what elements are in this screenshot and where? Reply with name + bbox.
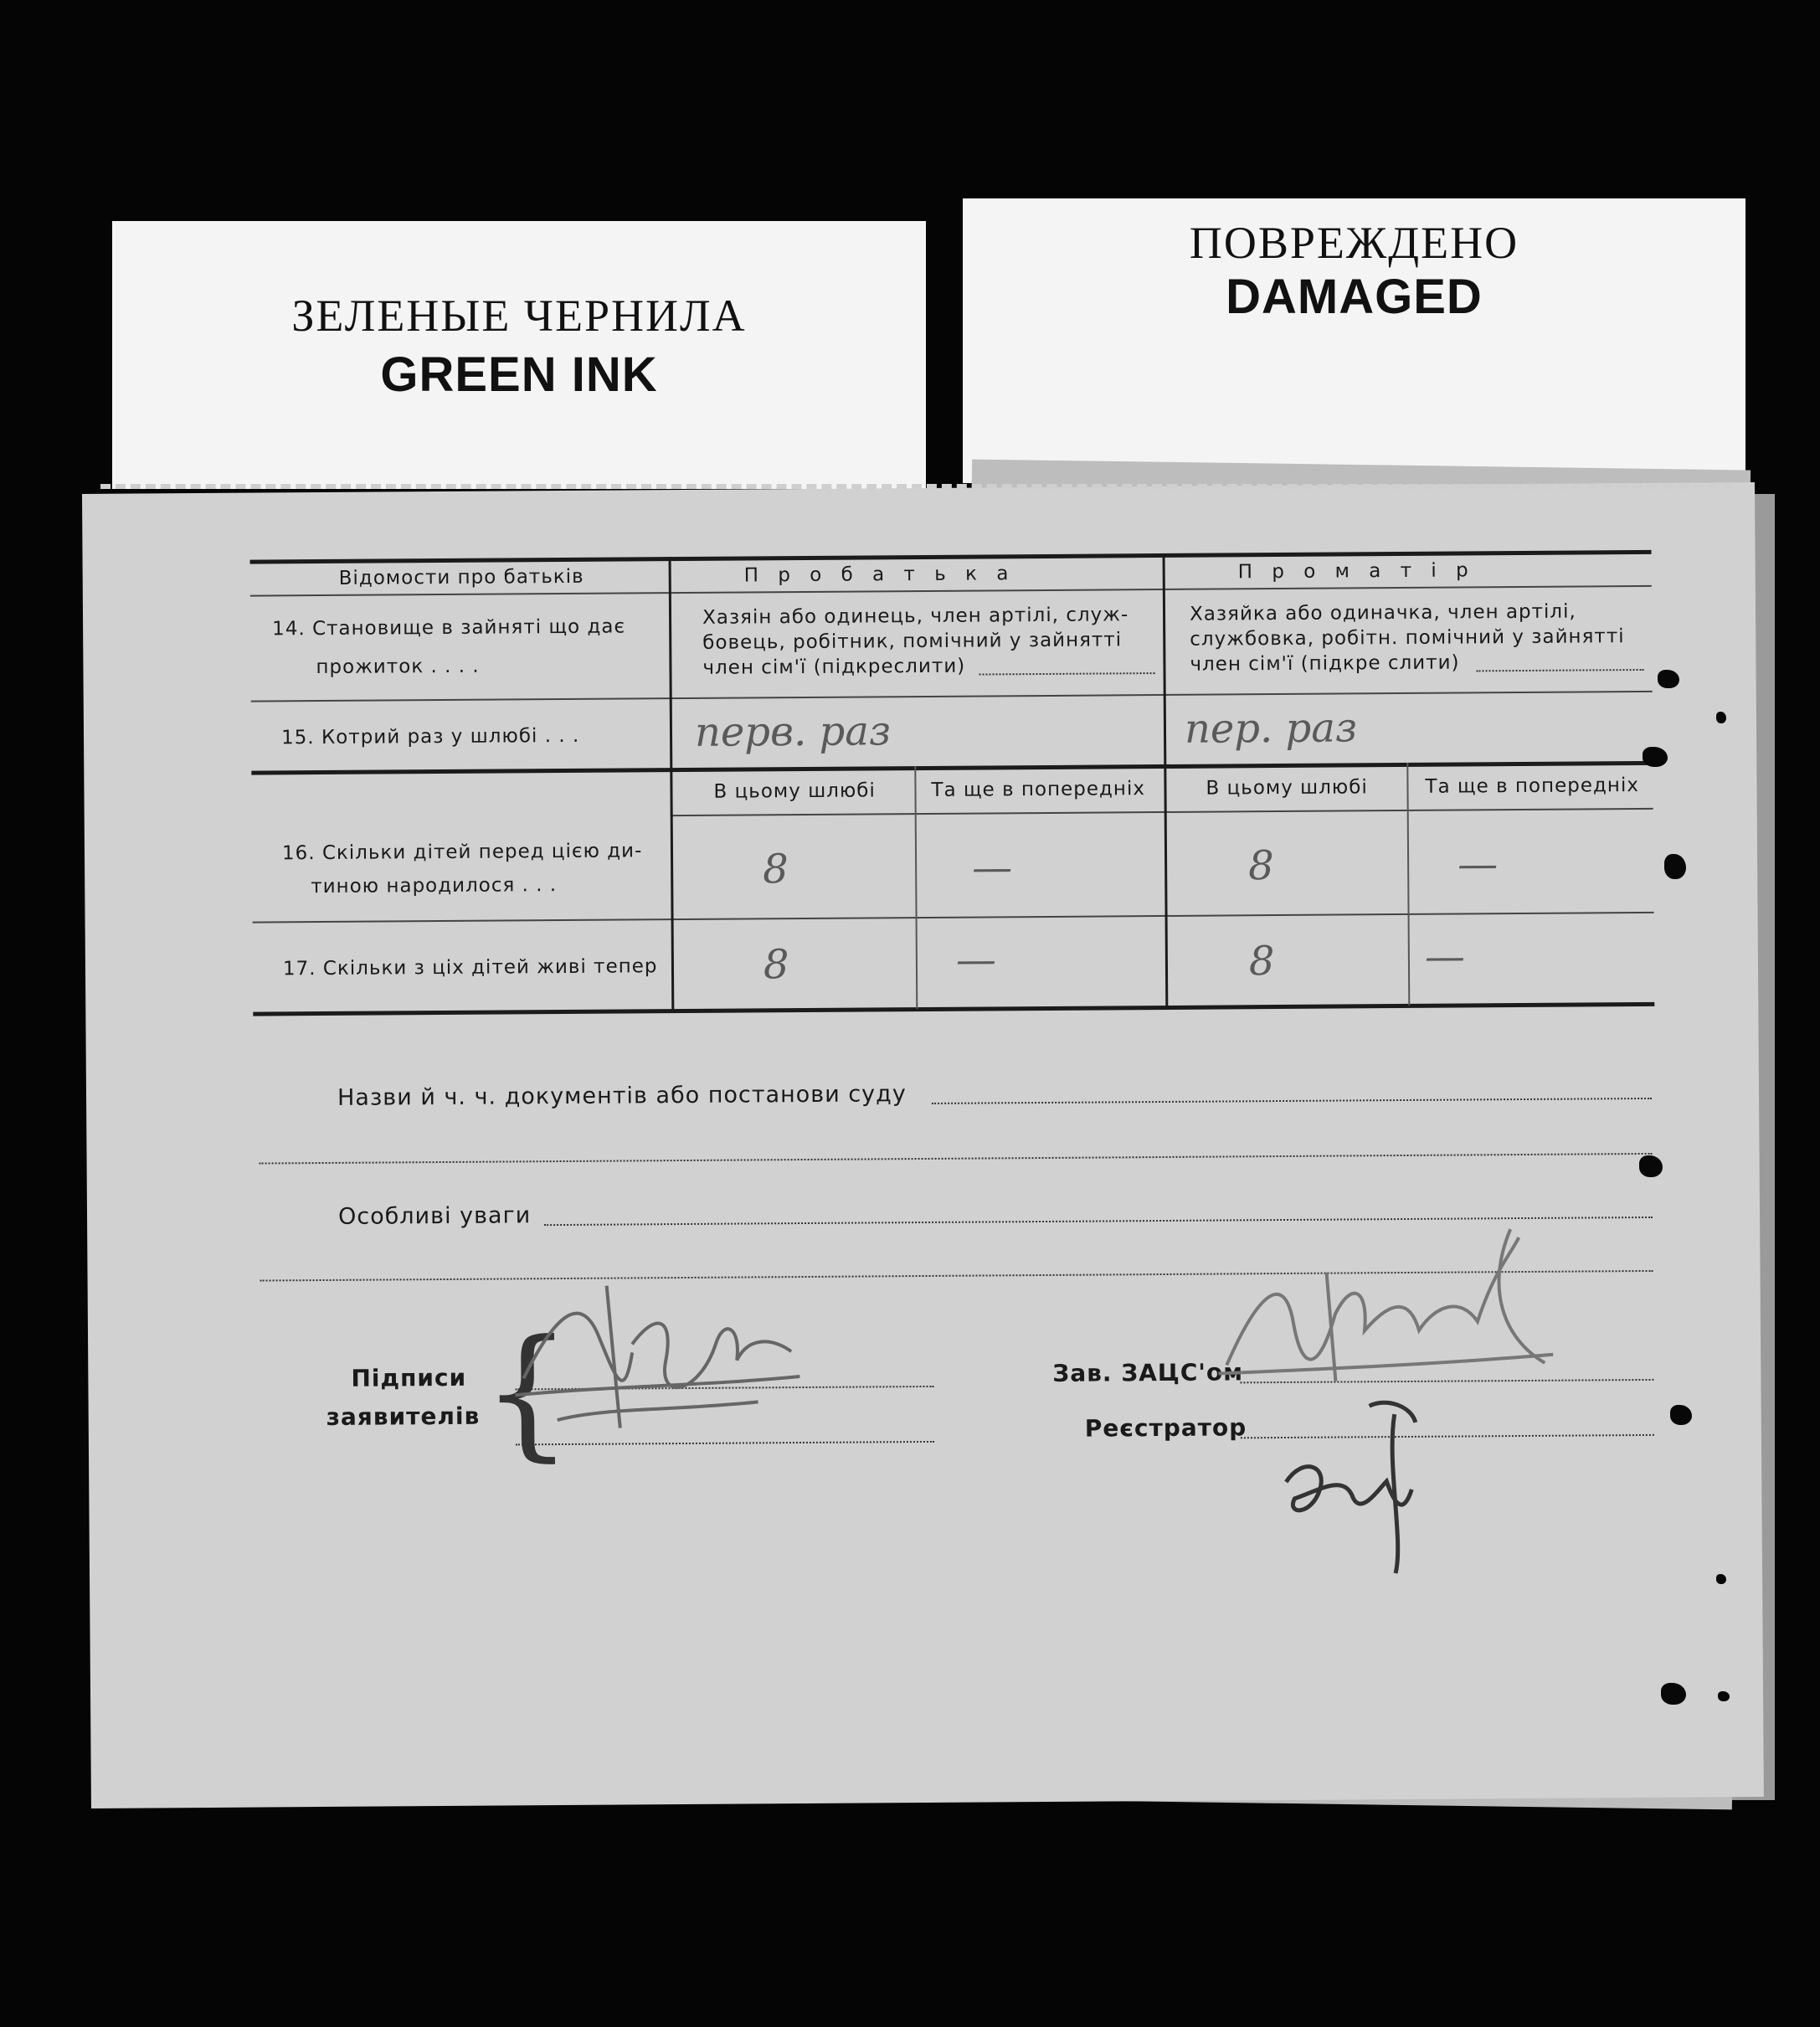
row14-bottom-rule	[251, 691, 1653, 702]
row16-label-line2: тиною народилося . . .	[311, 874, 558, 898]
damage-hole	[1643, 747, 1668, 767]
subheader-father-this: В цьому шлюбі	[713, 779, 876, 803]
row14-father-line2: бовець, робітник, помічний у зайнятті	[702, 629, 1123, 654]
row16-mother-previous: —	[1457, 841, 1499, 888]
row14-father-line1: Хазяін або одинець, член артілі, служ-	[702, 604, 1129, 629]
form-sheet	[82, 482, 1764, 1808]
damage-hole	[1664, 854, 1686, 879]
head-signature-scribble	[1209, 1221, 1562, 1416]
documents-field-line-2	[260, 1153, 1653, 1165]
table-col-divider-father	[914, 766, 918, 1009]
row17-label: 17. Скільки з ціх дітей живі тепер	[282, 955, 658, 980]
damaged-label-ru: ПОВРЕЖДЕНО	[1189, 218, 1519, 268]
row14-father-line3: член сім'ї (підкреслити)	[702, 655, 966, 679]
applicants-signature-label-2: заявителів	[326, 1402, 481, 1431]
subheader-father-previous: Та ще в попередніх	[931, 778, 1146, 801]
row14-mother-line2: службовка, робітн. помічний у зайнятті	[1190, 625, 1625, 651]
table-bottom-rule	[253, 1002, 1654, 1016]
row16-father-this: 8	[762, 846, 789, 893]
row17-mother-this: 8	[1248, 938, 1275, 985]
damage-hole	[1639, 1155, 1663, 1177]
damage-hole	[1716, 712, 1726, 723]
damage-hole	[1716, 1574, 1726, 1584]
row14-label-line1: 14. Становище в зайняті що дає	[272, 615, 626, 641]
header-about-mother: П р о м а т і р	[1237, 559, 1475, 584]
table-col-divider-2	[1163, 553, 1169, 1007]
registrar-signature-scribble	[1269, 1389, 1438, 1582]
applicant-signature-scribble	[506, 1259, 809, 1454]
table-col-divider-mother	[1406, 763, 1410, 1006]
row17-mother-previous: —	[1424, 933, 1466, 980]
subheader-rule	[671, 808, 1653, 816]
damage-hole	[1661, 1683, 1686, 1705]
perforated-edge	[100, 484, 1733, 501]
header-parents-info: Відомости про батьків	[338, 565, 584, 589]
row14-label-line2: прожиток . . . .	[316, 655, 480, 679]
applicants-brace: {	[481, 1309, 573, 1476]
row16-label-line1: 16. Скільки дітей перед цією ди-	[281, 840, 643, 865]
row14-mother-line1: Хазяйка або одиначка, член артілі,	[1189, 600, 1576, 625]
damaged-label-card	[963, 198, 1745, 483]
documents-field-label: Назви й ч. ч. документів або постанови суду	[337, 1081, 907, 1111]
table-col-divider-1	[669, 557, 675, 1011]
row15-label: 15. Котрий раз у шлюбі . . .	[280, 724, 580, 749]
damage-hole	[1658, 670, 1679, 688]
subheader-mother-previous: Та ще в попередніх	[1425, 774, 1640, 798]
damaged-label-en: DAMAGED	[1226, 270, 1483, 324]
subheader-mother-this: В цьому шлюбі	[1206, 776, 1368, 800]
row15-father-handwriting: перв. раз	[694, 707, 892, 756]
row17-father-this: 8	[763, 941, 789, 989]
damage-hole	[1670, 1405, 1692, 1425]
row14-mother-dots	[1477, 669, 1644, 671]
row16-bottom-rule	[253, 912, 1654, 923]
green-ink-label-card	[112, 221, 926, 489]
green-ink-label-en: GREEN INK	[380, 347, 658, 402]
row14-mother-line3: член сім'ї (підкре слити)	[1190, 651, 1460, 676]
row15-mother-handwriting: пер. раз	[1184, 704, 1358, 753]
row16-mother-this: 8	[1247, 842, 1274, 890]
row17-father-previous: —	[955, 936, 997, 984]
remarks-field-label: Особливі уваги	[337, 1202, 532, 1230]
documents-field-line-1	[932, 1098, 1652, 1104]
green-ink-label-ru: ЗЕЛЕНЫЕ ЧЕРНИЛА	[291, 291, 747, 341]
registrar-signature-label: Реєстратор	[1084, 1413, 1247, 1443]
damage-hole	[1718, 1691, 1730, 1701]
head-signature-label: Зав. ЗАЦС'ом	[1052, 1358, 1244, 1387]
applicants-signature-label-1: Підписи	[351, 1363, 467, 1392]
row14-father-dots	[979, 672, 1155, 675]
row16-father-previous: —	[971, 844, 1013, 892]
row15-bottom-rule	[251, 761, 1653, 775]
header-about-father: П р о б а т ь к а	[743, 563, 1015, 587]
